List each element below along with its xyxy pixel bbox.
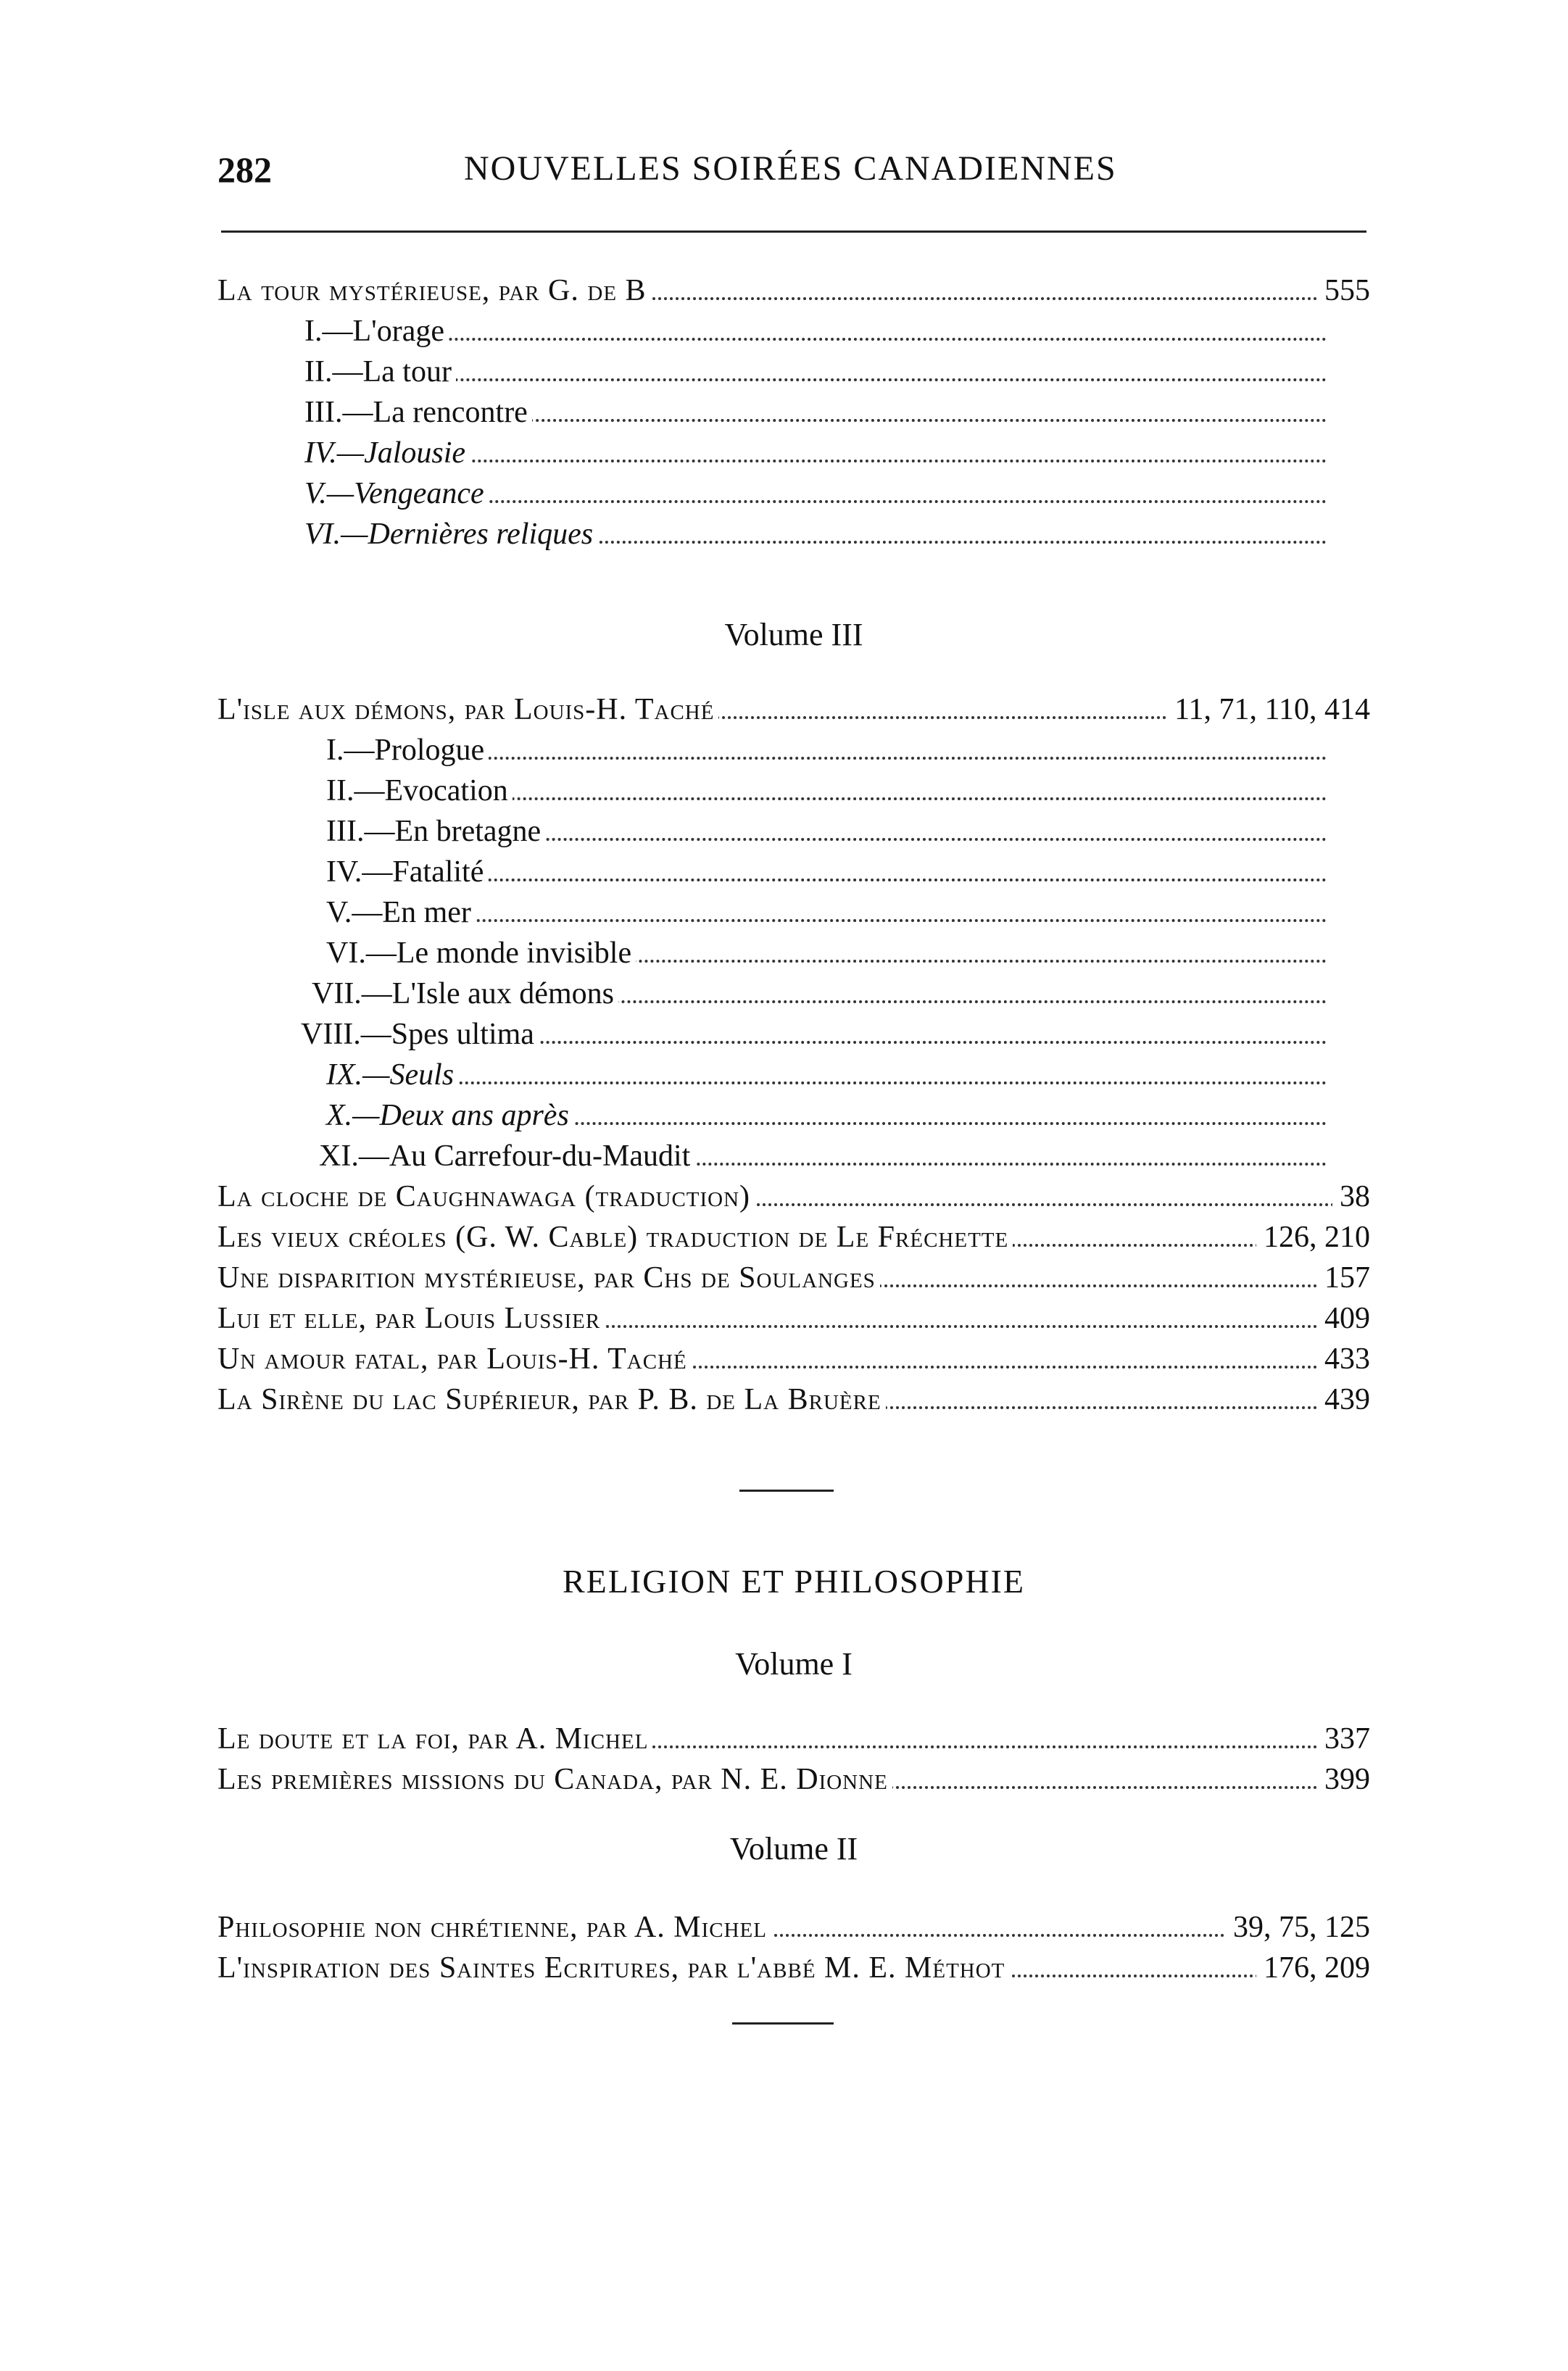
toc-entry [217,1257,1370,1299]
subentry-title: VII.—L'Isle aux démons [312,973,618,1015]
subentry-title: IV.—Jalousie [304,432,470,474]
toc-subentry [217,1095,1370,1137]
leader-dots [326,1081,1327,1084]
toc-entry [217,270,1370,312]
entry-title: Philosophie non chrétienne, par A. Michel [217,1906,771,1948]
toc-subentry [217,1135,1370,1177]
entry-pages: 555 [1317,270,1370,312]
leader-dots [304,338,1327,341]
toc-entry [217,1379,1370,1421]
subentry-title: II.—La tour [304,351,456,393]
leader-dots [304,378,1327,381]
subentry-title: I.—L'orage [304,310,449,352]
entry-title: La cloche de Caughnawaga (traduction) [217,1176,755,1218]
volume-heading: Volume I [735,1646,853,1682]
toc-subentry [217,513,1370,555]
subentry-title: IV.—Fatalité [326,851,488,893]
entry-title: Un amour fatal, par Louis-H. Taché [217,1338,692,1380]
entry-title: Lui et elle, par Louis Lussier [217,1297,605,1340]
entry-title: Une disparition mystérieuse, par Chs de Soulanges [217,1257,880,1299]
toc-subentry [217,1013,1370,1055]
leader-dots [326,919,1327,922]
toc-subentry [217,973,1370,1015]
volume-heading: Volume III [724,617,863,652]
toc-entry [217,1297,1370,1340]
page-number: 282 [217,149,272,190]
subentry-title: VIII.—Spes ultima [301,1013,539,1055]
header-rule [221,231,1366,233]
toc-entry [217,1758,1370,1801]
toc-subentry [217,810,1370,852]
entry-pages: 176, 209 [1256,1947,1370,1989]
toc-entry [217,689,1370,731]
toc-entry [217,1906,1370,1948]
subentry-title: VI.—Dernières reliques [304,513,597,555]
running-head: NOUVELLES SOIRÉES CANADIENNES [464,149,1117,188]
toc-subentry [217,351,1370,393]
toc-subentry [217,473,1370,515]
entry-pages: 439 [1317,1379,1370,1421]
subentry-title: I.—Prologue [326,729,489,771]
subentry-title: V.—Vengeance [304,473,489,515]
toc-subentry [217,851,1370,893]
page-header [217,149,1370,199]
entry-pages: 337 [1317,1718,1370,1760]
entry-pages: 399 [1317,1758,1370,1801]
subentry-title: X.—Deux ans après [326,1095,573,1137]
entry-pages: 157 [1317,1257,1370,1299]
section-divider [739,1490,834,1492]
entry-title: Le doute et la foi, par A. Michel [217,1718,652,1760]
toc-entry [217,1176,1370,1218]
entry-title: L'isle aux démons, par Louis-H. Taché [217,689,718,731]
subentry-title: III.—En bretagne [326,810,545,852]
toc-subentry [217,770,1370,812]
entry-title: Les premières missions du Canada, par N. E. Dionne [217,1758,892,1801]
entry-pages: 39, 75, 125 [1226,1906,1370,1948]
toc-subentry [217,729,1370,771]
toc-entry [217,1338,1370,1380]
section-divider [732,2022,834,2025]
volume-heading: Volume II [729,1831,858,1867]
section-title: RELIGION ET PHILOSOPHIE [562,1563,1025,1600]
toc-subentry [217,892,1370,934]
toc-subentry [217,432,1370,474]
toc-subentry [217,1054,1370,1096]
subentry-title: XI.—Au Carrefour-du-Maudit [319,1135,694,1177]
subentry-title: III.—La rencontre [304,391,532,433]
subentry-title: V.—En mer [326,892,476,934]
subentry-title: IX.—Seuls [326,1054,458,1096]
toc-entry [217,1947,1370,1989]
toc-entry [217,1718,1370,1760]
entry-title: La tour mystérieuse, par G. de B [217,270,651,312]
entry-pages: 433 [1317,1338,1370,1380]
entry-pages: 126, 210 [1256,1216,1370,1258]
entry-title: Les vieux créoles (G. W. Cable) traduction de Le Fréchette [217,1216,1013,1258]
toc-subentry [217,310,1370,352]
subentry-title: II.—Evocation [326,770,513,812]
entry-pages: 38 [1332,1176,1370,1218]
toc-subentry [217,391,1370,433]
entry-title: La Sirène du lac Supérieur, par P. B. de La Bruère [217,1379,886,1421]
entry-pages: 409 [1317,1297,1370,1340]
toc-subentry [217,932,1370,974]
toc-entry [217,1216,1370,1258]
subentry-title: VI.—Le monde invisible [326,932,636,974]
entry-pages: 11, 71, 110, 414 [1167,689,1370,731]
entry-title: L'inspiration des Saintes Ecritures, par l'abbé M. E. Méthot [217,1947,1009,1989]
